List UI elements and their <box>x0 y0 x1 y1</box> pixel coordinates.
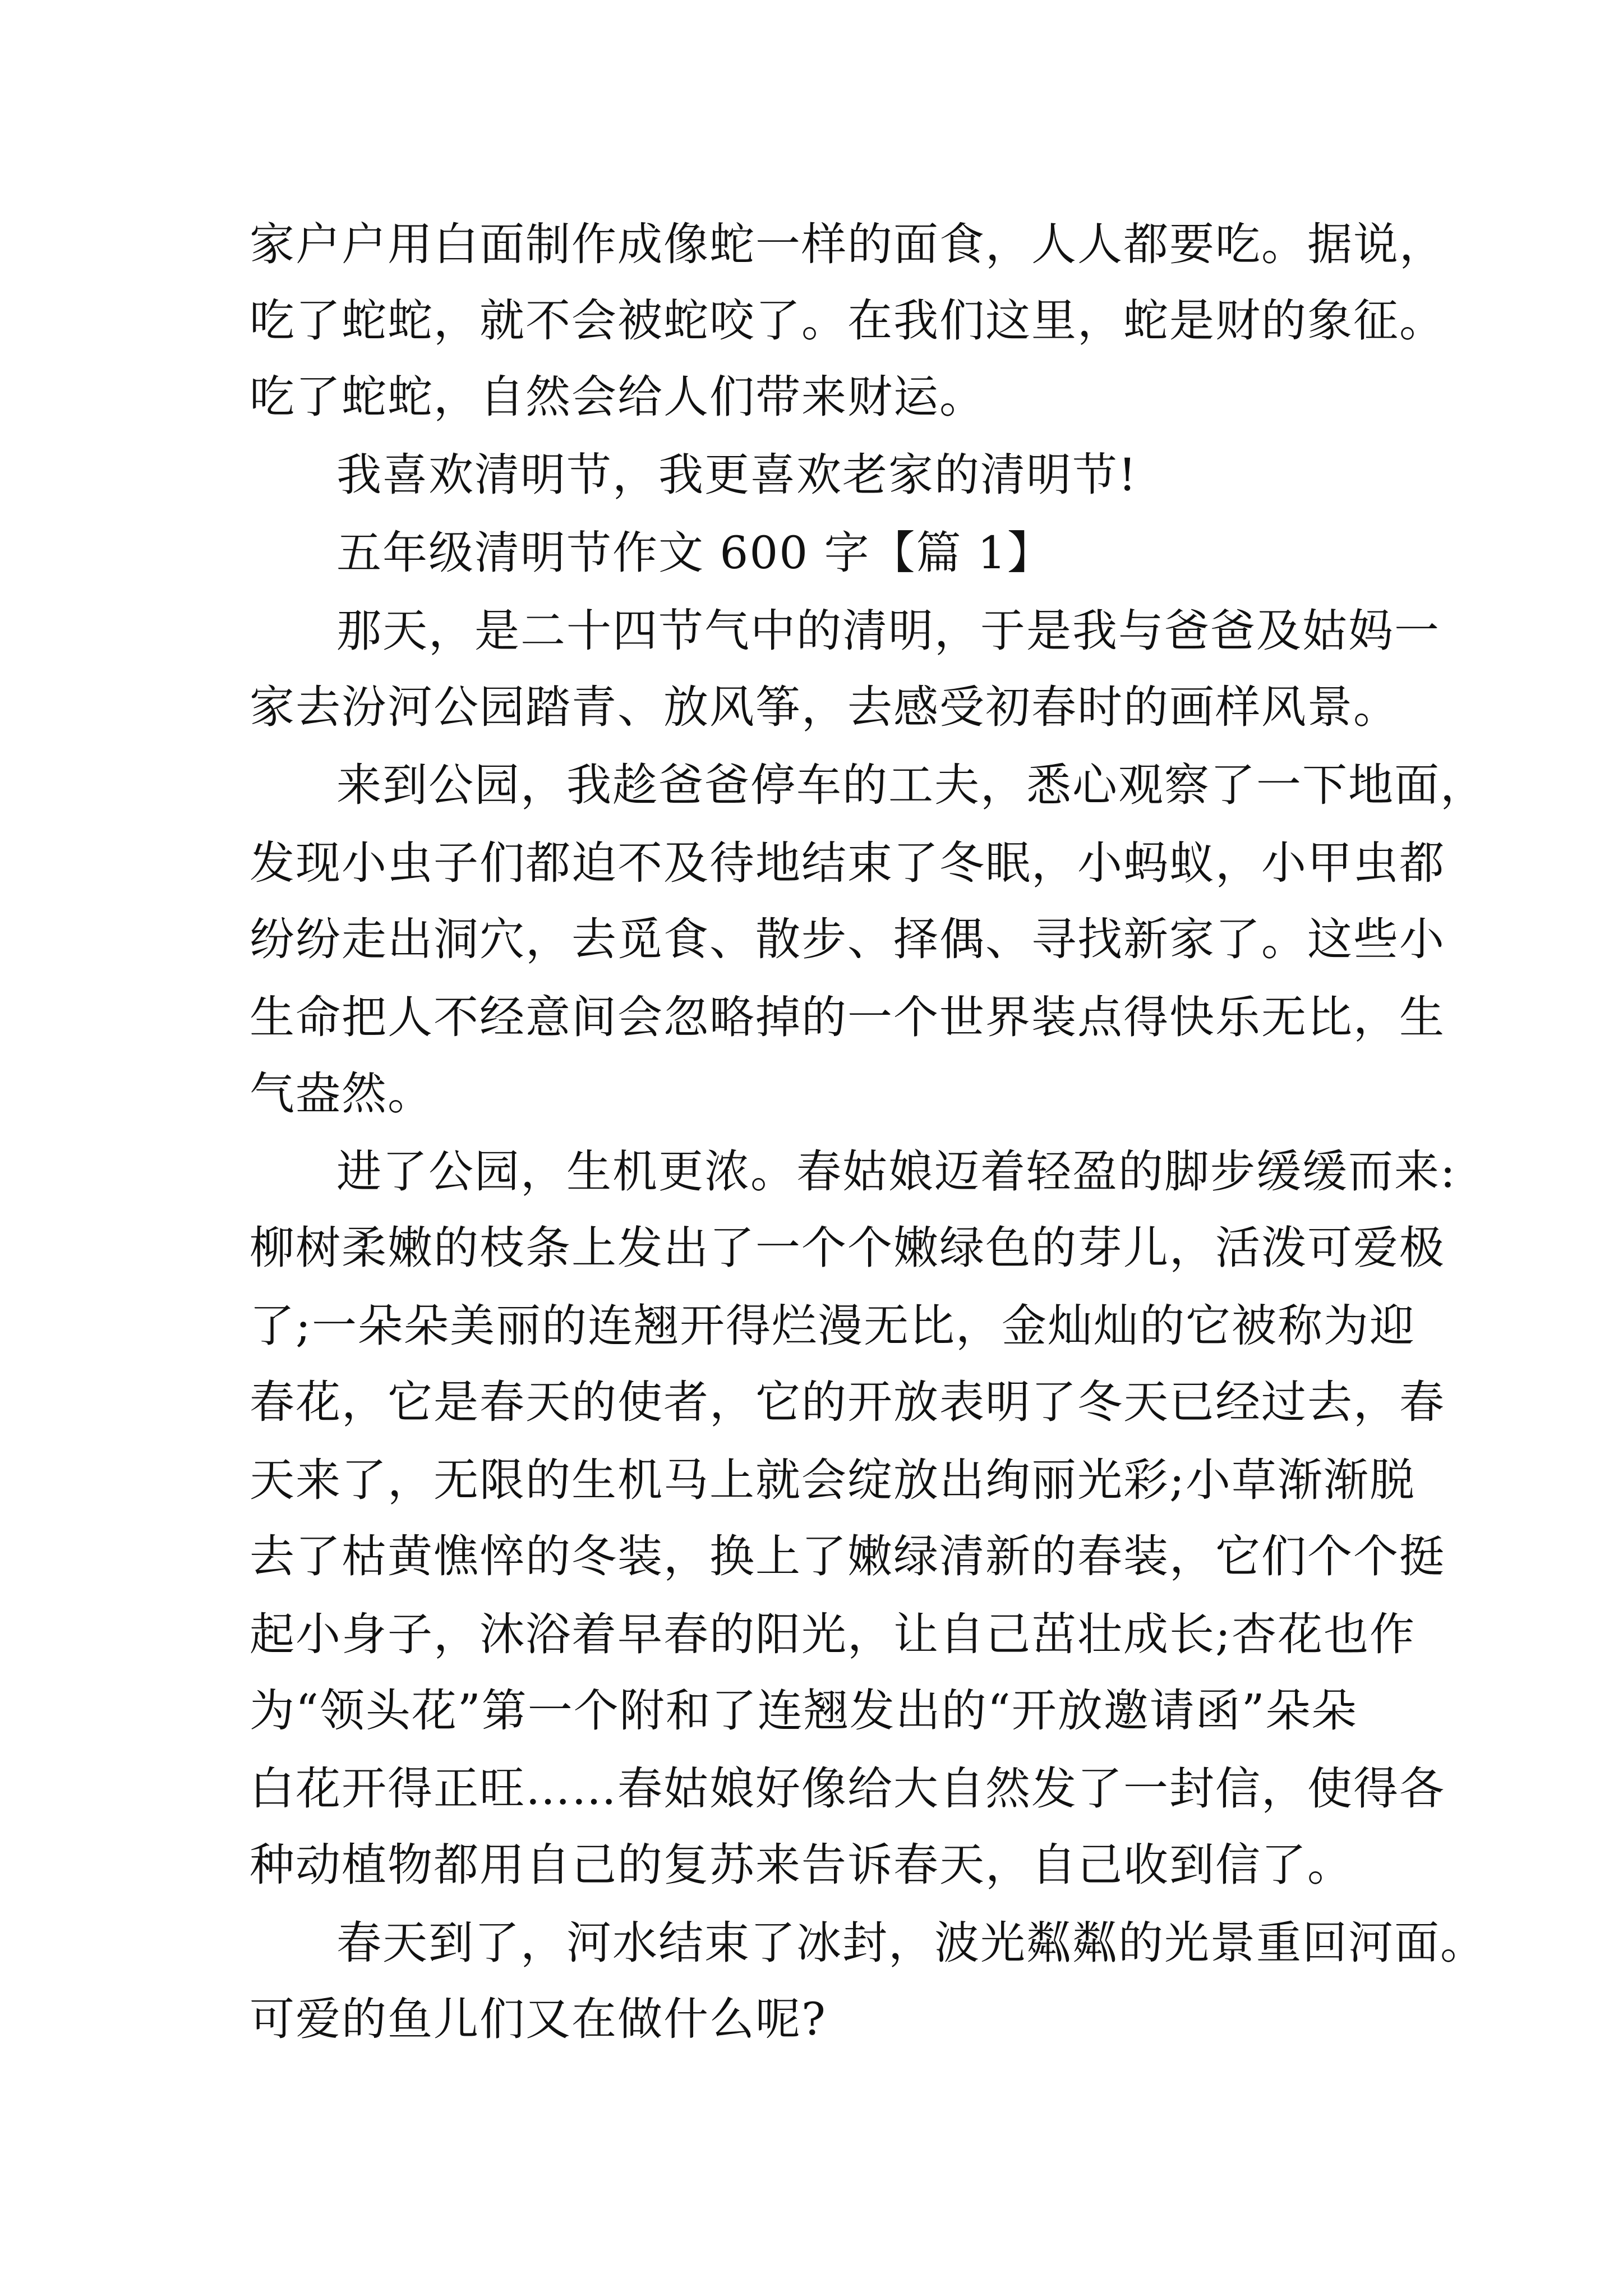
text-line: 柳树柔嫩的枝条上发出了一个个嫩绿色的芽儿，活泼可爱极 <box>250 1222 1445 1274</box>
text-line: 那天，是二十四节气中的清明，于是我与爸爸及姑妈一 <box>336 605 1440 657</box>
text-line: 了;一朵朵美丽的连翘开得烂漫无比，金灿灿的它被称为迎 <box>250 1300 1415 1352</box>
text-line: 可爱的鱼儿们又在做什么呢? <box>250 1993 827 2045</box>
text-line: 纷纷走出洞穴，去觅食、散步、择偶、寻找新家了。这些小 <box>250 913 1445 965</box>
text-line: 我喜欢清明节，我更喜欢老家的清明节! <box>336 449 1138 501</box>
text-line: 天来了，无限的生机马上就会绽放出绚丽光彩;小草渐渐脱 <box>250 1454 1415 1506</box>
text-line: 生命把人不经意间会忽略掉的一个世界装点得快乐无比，生 <box>250 991 1445 1043</box>
text-line: 起小身子，沐浴着早春的阳光，让自己茁壮成长;杏花也作 <box>250 1608 1415 1660</box>
text-line: 春天到了，河水结束了冰封，波光粼粼的光景重回河面。 <box>336 1917 1486 1969</box>
text-line: 为“领头花”第一个附和了连翘发出的“开放邀请函”朵朵 <box>250 1685 1358 1737</box>
text-line: 吃了蛇蛇，自然会给人们带来财运。 <box>250 371 985 423</box>
text-line: 气盎然。 <box>250 1068 434 1120</box>
text-line: 白花开得正旺……春姑娘好像给大自然发了一封信，使得各 <box>250 1763 1445 1815</box>
text-line: 种动植物都用自己的复苏来告诉春天，自己收到信了。 <box>250 1839 1353 1891</box>
text-line: 家去汾河公园踏青、放风筝，去感受初春时的画样风景。 <box>250 681 1399 733</box>
text-line: 发现小虫子们都迫不及待地结束了冬眠，小蚂蚁，小甲虫都 <box>250 837 1445 889</box>
text-line: 家户户用白面制作成像蛇一样的面食，人人都要吃。据说， <box>250 218 1445 270</box>
text-line: 进了公园，生机更浓。春姑娘迈着轻盈的脚步缓缓而来: <box>336 1145 1456 1198</box>
section-heading: 五年级清明节作文 600 字【篇 1】 <box>336 527 1053 579</box>
text-line: 吃了蛇蛇，就不会被蛇咬了。在我们这里，蛇是财的象征。 <box>250 295 1445 347</box>
text-line: 来到公园，我趁爸爸停车的工夫，悉心观察了一下地面， <box>336 759 1486 811</box>
text-line: 去了枯黄憔悴的冬装，换上了嫩绿清新的春装，它们个个挺 <box>250 1530 1445 1582</box>
text-line: 春花，它是春天的使者，它的开放表明了冬天已经过去，春 <box>250 1376 1445 1428</box>
